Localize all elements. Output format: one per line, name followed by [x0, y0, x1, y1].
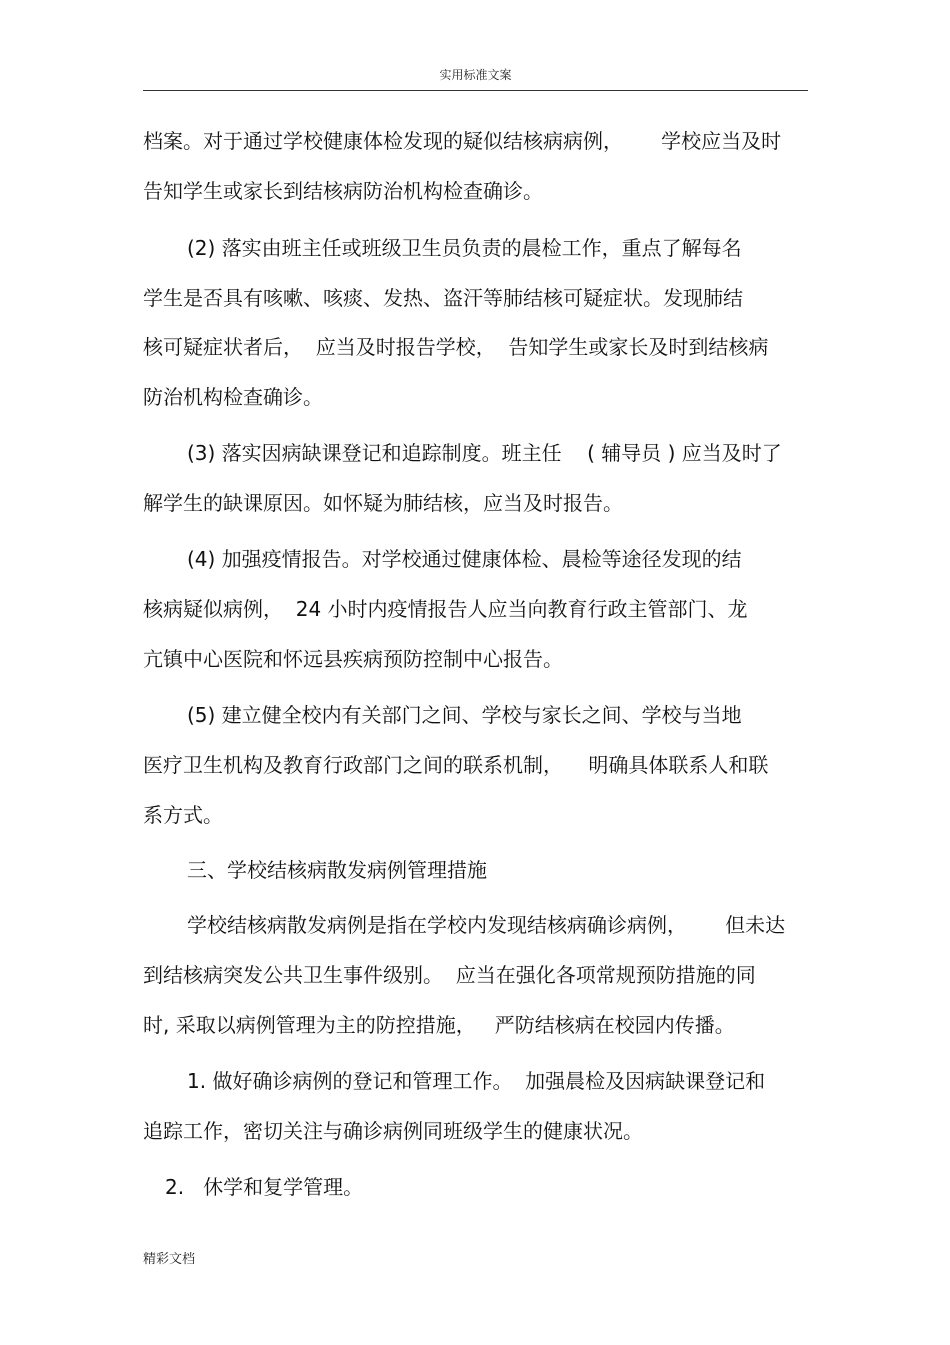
body-line: (5) 建立健全校内有关部门之间、学校与家长之间、学校与当地: [187, 703, 742, 727]
section-heading: 三、学校结核病散发病例管理措施: [187, 858, 487, 882]
body-line: (3) 落实因病缺课登记和追踪制度。班主任 ( 辅导员 ) 应当及时了: [187, 441, 782, 465]
body-line: 核病疑似病例， 24 小时内疫情报告人应当向教育行政主管部门、龙: [143, 597, 748, 621]
body-line: 到结核病突发公共卫生事件级别。 应当在强化各项常规预防措施的同: [143, 963, 756, 987]
body-line: 医疗卫生机构及教育行政部门之间的联系机制， 明确具体联系人和联: [143, 753, 769, 777]
body-line: 2. 休学和复学管理。: [165, 1175, 364, 1199]
body-line: 解学生的缺课原因。如怀疑为肺结核，应当及时报告。: [143, 491, 623, 515]
header-rule: [143, 90, 808, 91]
body-line: 1. 做好确诊病例的登记和管理工作。 加强晨检及因病缺课登记和: [187, 1069, 766, 1093]
body-line: 档案。对于通过学校健康体检发现的疑似结核病病例， 学校应当及时: [143, 129, 782, 153]
body-line: 防治机构检查确诊。: [143, 385, 323, 409]
body-line: 追踪工作，密切关注与确诊病例同班级学生的健康状况。: [143, 1119, 643, 1143]
body-line: (2) 落实由班主任或班级卫生员负责的晨检工作，重点了解每名: [187, 236, 742, 260]
body-line: 系方式。: [143, 803, 223, 827]
body-line: 学生是否具有咳嗽、咳痰、发热、盗汗等肺结核可疑症状。发现肺结: [143, 286, 743, 310]
body-line: 亢镇中心医院和怀远县疾病预防控制中心报告。: [143, 647, 563, 671]
body-line: 告知学生或家长到结核病防治机构检查确诊。: [143, 179, 543, 203]
body-line: 学校结核病散发病例是指在学校内发现结核病确诊病例， 但未达: [187, 913, 786, 937]
body-line: 时, 采取以病例管理为主的防控措施， 严防结核病在校园内传播。: [143, 1013, 735, 1037]
page-header: 实用标准文案: [439, 68, 512, 82]
page-footer: 精彩文档: [143, 1252, 196, 1267]
body-line: (4) 加强疫情报告。对学校通过健康体检、晨检等途径发现的结: [187, 547, 742, 571]
body-line: 核可疑症状者后， 应当及时报告学校， 告知学生或家长及时到结核病: [143, 335, 769, 359]
